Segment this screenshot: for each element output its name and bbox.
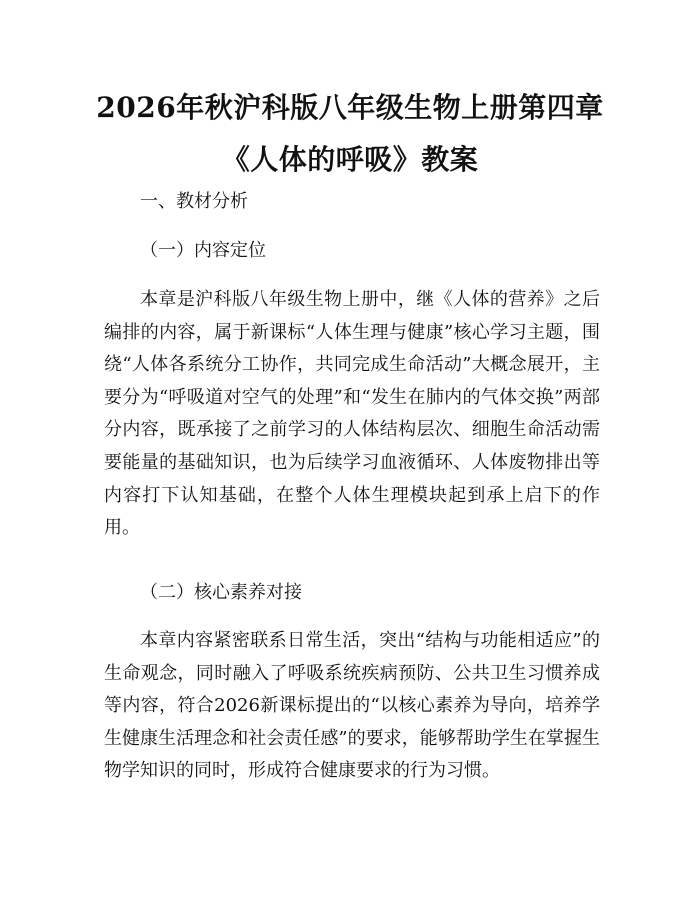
document-title: 2026年秋沪科版八年级生物上册第四章《人体的呼吸》教案	[96, 91, 604, 176]
section-heading-teaching-material-analysis: 一、教材分析	[140, 191, 248, 212]
paragraph-core-literacy: 本章内容紧密联系日常生活，突出“结构与功能相适应”的生命观念，同时融入了呼吸系统疾病预防、公共卫生习惯养成等内容，符合2026新课标提出的“以核心素养为导向，培养学生健康生活理念和社会责任感”的要求，能够帮助学生在掌握生物学知识的同时，形成符合健康要求的行为习惯。	[104, 630, 600, 782]
subsection-heading-core-literacy: （二）核心素养对接	[140, 582, 302, 603]
paragraph-content-positioning: 本章是沪科版八年级生物上册中，继《人体的营养》之后编排的内容，属于新课标“人体生理与健康”核心学习主题，围绕“人体各系统分工协作，共同完成生命活动”大概念展开，主要分为“呼吸道对空气的处理”和“发生在肺内的气体交换”两部分内容，既承接了之前学习的人体结构层次、细胞生命活动需要能量的基础知识，也为后续学习血液循环、人体废物排出等内容打下认知基础，在整个人体生理模块起到承上启下的作用。	[104, 289, 600, 539]
subsection-heading-content-positioning: （一）内容定位	[140, 240, 266, 261]
